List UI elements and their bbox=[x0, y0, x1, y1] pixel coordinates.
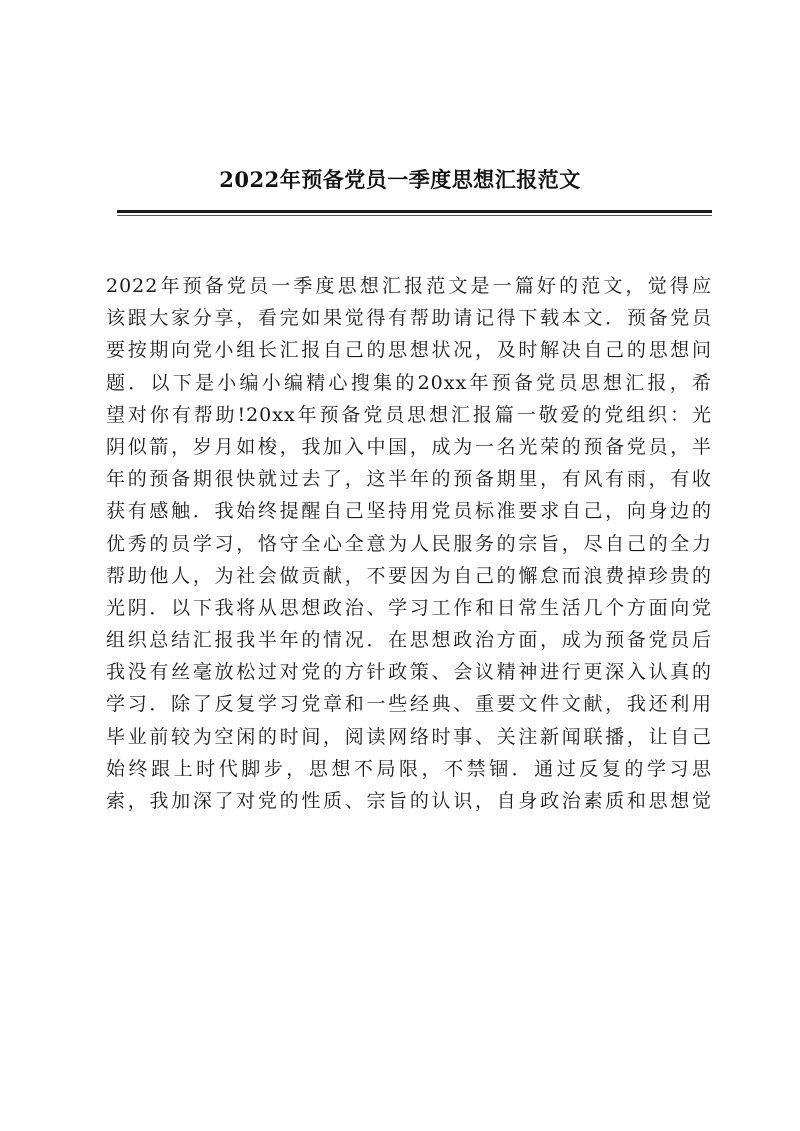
body-line: 组织总结汇报我半年的情况．在思想政治方面，成为预备党员后 bbox=[106, 629, 712, 652]
body-line: 阴似箭，岁月如梭，我加入中国，成为一名光荣的预备党员，半 bbox=[106, 435, 712, 458]
body-line: 题．以下是小编小编精心搜集的20xx年预备党员思想汇报，希 bbox=[106, 371, 712, 394]
body-line: 帮助他人，为社会做贡献，不要因为自己的懈怠而浪费掉珍贵的 bbox=[106, 564, 712, 587]
body-line: 毕业前较为空闲的时间，阅读网络时事、关注新闻联播，让自己 bbox=[106, 725, 712, 748]
document-title: 2022年预备党员一季度思想汇报范文 bbox=[219, 167, 581, 192]
body-line: 索，我加深了对党的性质、宗旨的认识，自身政治素质和思想觉 bbox=[106, 790, 712, 812]
body-line: 该跟大家分享，看完如果觉得有帮助请记得下载本文．预备党员 bbox=[106, 307, 712, 330]
body-line: 要按期向党小组长汇报自己的思想状况，及时解决自己的思想问 bbox=[106, 339, 712, 362]
body-line: 优秀的员学习，恪守全心全意为人民服务的宗旨，尽自己的全力 bbox=[106, 532, 712, 555]
title-underline-thick bbox=[117, 210, 712, 213]
body-line: 始终跟上时代脚步，思想不局限，不禁锢．通过反复的学习思 bbox=[106, 757, 712, 780]
body-line: 年的预备期很快就过去了，这半年的预备期里，有风有雨，有收 bbox=[106, 468, 712, 491]
body-line: 2022年预备党员一季度思想汇报范文是一篇好的范文，觉得应 bbox=[106, 275, 712, 297]
body-line: 光阴．以下我将从思想政治、学习工作和日常生活几个方面向党 bbox=[106, 596, 712, 619]
title-underline-thin bbox=[117, 215, 712, 216]
body-line: 望对你有帮助!20xx年预备党员思想汇报篇一敬爱的党组织：光 bbox=[106, 403, 712, 426]
body-line: 我没有丝毫放松过对党的方针政策、会议精神进行更深入认真的 bbox=[106, 661, 712, 684]
body-line: 学习．除了反复学习党章和一些经典、重要文件文献，我还利用 bbox=[106, 693, 712, 716]
body-line: 获有感触．我始终提醒自己坚持用党员标准要求自己，向身边的 bbox=[106, 500, 712, 523]
document-body bbox=[106, 270, 712, 817]
